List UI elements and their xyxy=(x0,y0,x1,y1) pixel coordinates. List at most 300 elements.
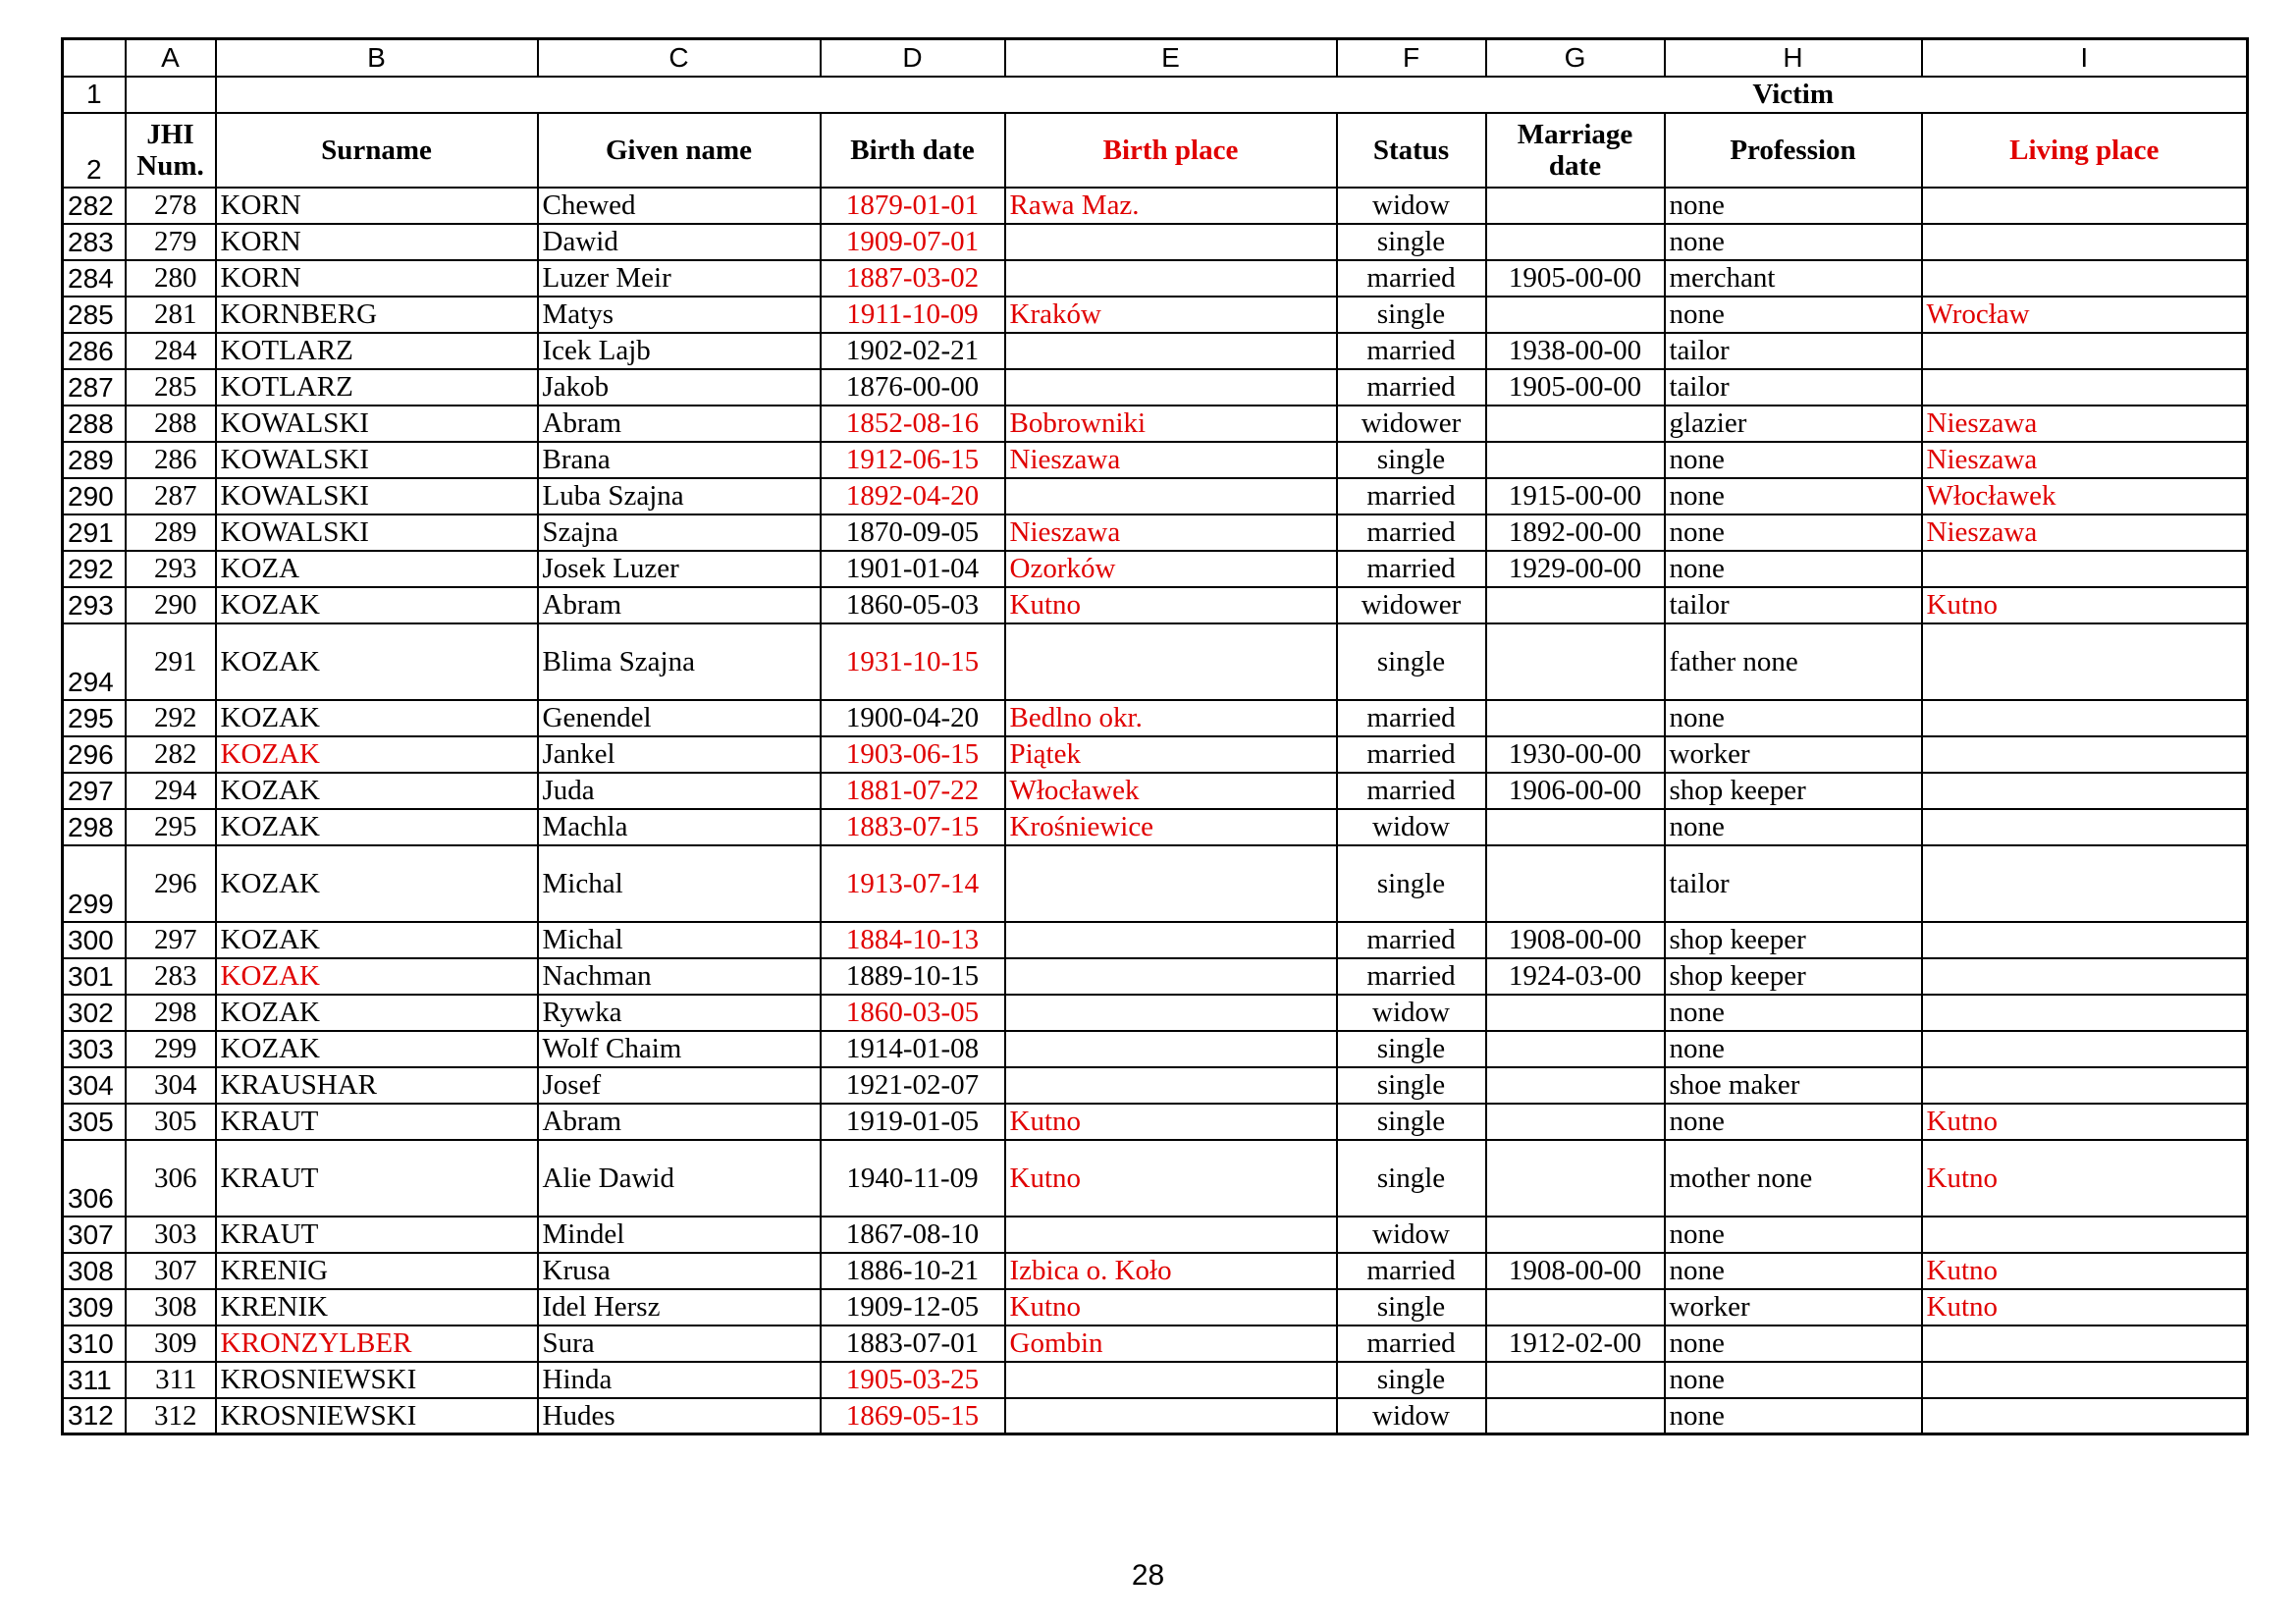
jhi-num-cell[interactable]: 298 xyxy=(126,995,216,1031)
marriage-date-cell[interactable]: 1938-00-00 xyxy=(1486,333,1665,369)
row-number[interactable]: 311 xyxy=(63,1362,126,1398)
living-place-cell[interactable] xyxy=(1922,700,2248,736)
jhi-num-cell[interactable]: 295 xyxy=(126,809,216,845)
birth-date-cell[interactable]: 1883-07-01 xyxy=(821,1325,1005,1362)
birth-place-cell[interactable]: Krośniewice xyxy=(1005,809,1337,845)
birth-date-cell[interactable]: 1860-03-05 xyxy=(821,995,1005,1031)
birth-date-cell[interactable]: 1876-00-00 xyxy=(821,369,1005,406)
marriage-date-cell[interactable]: 1905-00-00 xyxy=(1486,369,1665,406)
row-number[interactable]: 290 xyxy=(63,478,126,514)
profession-cell[interactable]: tailor xyxy=(1665,845,1922,922)
jhi-num-cell[interactable]: 282 xyxy=(126,736,216,773)
marriage-date-cell[interactable] xyxy=(1486,700,1665,736)
birth-date-cell[interactable]: 1911-10-09 xyxy=(821,297,1005,333)
status-cell[interactable]: single xyxy=(1337,1289,1486,1325)
profession-cell[interactable]: tailor xyxy=(1665,369,1922,406)
profession-cell[interactable]: none xyxy=(1665,1362,1922,1398)
jhi-num-cell[interactable]: 285 xyxy=(126,369,216,406)
given-name-cell[interactable]: Chewed xyxy=(538,188,821,224)
living-place-cell[interactable]: Kutno xyxy=(1922,1253,2248,1289)
birth-place-cell[interactable]: Piątek xyxy=(1005,736,1337,773)
living-place-cell[interactable]: Nieszawa xyxy=(1922,406,2248,442)
surname-cell[interactable]: KORN xyxy=(216,260,538,297)
profession-cell[interactable]: glazier xyxy=(1665,406,1922,442)
marriage-date-cell[interactable] xyxy=(1486,1362,1665,1398)
row-number[interactable]: 283 xyxy=(63,224,126,260)
row-number[interactable]: 291 xyxy=(63,514,126,551)
surname-cell[interactable]: KOZAK xyxy=(216,587,538,623)
jhi-num-cell[interactable]: 279 xyxy=(126,224,216,260)
living-place-cell[interactable] xyxy=(1922,224,2248,260)
surname-cell[interactable]: KOZAK xyxy=(216,623,538,700)
living-place-cell[interactable] xyxy=(1922,1031,2248,1067)
living-place-cell[interactable]: Kutno xyxy=(1922,1289,2248,1325)
living-place-cell[interactable] xyxy=(1922,773,2248,809)
birth-date-cell[interactable]: 1900-04-20 xyxy=(821,700,1005,736)
birth-place-cell[interactable]: Kutno xyxy=(1005,1140,1337,1217)
marriage-date-cell[interactable] xyxy=(1486,224,1665,260)
profession-cell[interactable]: none xyxy=(1665,478,1922,514)
row-number[interactable]: 312 xyxy=(63,1398,126,1434)
living-place-cell[interactable]: Nieszawa xyxy=(1922,442,2248,478)
birth-date-cell[interactable]: 1889-10-15 xyxy=(821,958,1005,995)
given-name-cell[interactable]: Machla xyxy=(538,809,821,845)
jhi-num-cell[interactable]: 280 xyxy=(126,260,216,297)
living-place-cell[interactable] xyxy=(1922,1362,2248,1398)
column-header-c[interactable]: C xyxy=(538,39,821,77)
marriage-date-cell[interactable] xyxy=(1486,188,1665,224)
living-place-cell[interactable] xyxy=(1922,1067,2248,1104)
status-cell[interactable]: single xyxy=(1337,1362,1486,1398)
living-place-cell[interactable] xyxy=(1922,809,2248,845)
marriage-date-cell[interactable] xyxy=(1486,623,1665,700)
row-number[interactable]: 284 xyxy=(63,260,126,297)
birth-place-cell[interactable]: Kutno xyxy=(1005,587,1337,623)
given-name-cell[interactable]: Szajna xyxy=(538,514,821,551)
row-number[interactable]: 299 xyxy=(63,845,126,922)
living-place-cell[interactable] xyxy=(1922,333,2248,369)
row-number[interactable]: 307 xyxy=(63,1217,126,1253)
jhi-num-cell[interactable]: 308 xyxy=(126,1289,216,1325)
given-name-cell[interactable]: Matys xyxy=(538,297,821,333)
birth-date-cell[interactable]: 1852-08-16 xyxy=(821,406,1005,442)
status-cell[interactable]: widow xyxy=(1337,1217,1486,1253)
jhi-num-cell[interactable]: 286 xyxy=(126,442,216,478)
row-number[interactable]: 308 xyxy=(63,1253,126,1289)
birth-date-cell[interactable]: 1867-08-10 xyxy=(821,1217,1005,1253)
column-header-b[interactable]: B xyxy=(216,39,538,77)
surname-cell[interactable]: KOWALSKI xyxy=(216,406,538,442)
surname-cell[interactable]: KOZAK xyxy=(216,700,538,736)
marriage-date-cell[interactable] xyxy=(1486,1031,1665,1067)
profession-cell[interactable]: father none xyxy=(1665,623,1922,700)
birth-date-cell[interactable]: 1913-07-14 xyxy=(821,845,1005,922)
living-place-cell[interactable]: Kutno xyxy=(1922,587,2248,623)
living-place-cell[interactable]: Nieszawa xyxy=(1922,514,2248,551)
status-cell[interactable]: single xyxy=(1337,1140,1486,1217)
row-number[interactable]: 298 xyxy=(63,809,126,845)
birth-date-cell[interactable]: 1914-01-08 xyxy=(821,1031,1005,1067)
given-name-cell[interactable]: Abram xyxy=(538,406,821,442)
birth-date-cell[interactable]: 1921-02-07 xyxy=(821,1067,1005,1104)
living-place-cell[interactable] xyxy=(1922,1398,2248,1434)
status-cell[interactable]: married xyxy=(1337,773,1486,809)
status-cell[interactable]: widow xyxy=(1337,995,1486,1031)
birth-date-cell[interactable]: 1879-01-01 xyxy=(821,188,1005,224)
status-cell[interactable]: married xyxy=(1337,369,1486,406)
empty-cell[interactable] xyxy=(126,77,216,113)
marriage-date-cell[interactable]: 1892-00-00 xyxy=(1486,514,1665,551)
jhi-num-cell[interactable]: 294 xyxy=(126,773,216,809)
jhi-num-cell[interactable]: 307 xyxy=(126,1253,216,1289)
marriage-date-cell[interactable]: 1924-03-00 xyxy=(1486,958,1665,995)
given-name-cell[interactable]: Luzer Meir xyxy=(538,260,821,297)
given-name-cell[interactable]: Brana xyxy=(538,442,821,478)
profession-cell[interactable]: none xyxy=(1665,1104,1922,1140)
column-header-f[interactable]: F xyxy=(1337,39,1486,77)
profession-cell[interactable]: none xyxy=(1665,1217,1922,1253)
birth-place-cell[interactable]: Kutno xyxy=(1005,1104,1337,1140)
row-number[interactable]: 310 xyxy=(63,1325,126,1362)
birth-place-cell[interactable] xyxy=(1005,1067,1337,1104)
marriage-date-cell[interactable] xyxy=(1486,1398,1665,1434)
status-cell[interactable]: widow xyxy=(1337,809,1486,845)
given-name-cell[interactable]: Abram xyxy=(538,587,821,623)
jhi-num-cell[interactable]: 289 xyxy=(126,514,216,551)
living-place-cell[interactable]: Kutno xyxy=(1922,1140,2248,1217)
given-name-cell[interactable]: Alie Dawid xyxy=(538,1140,821,1217)
surname-cell[interactable]: KRENIK xyxy=(216,1289,538,1325)
row-number[interactable]: 294 xyxy=(63,623,126,700)
birth-place-cell[interactable]: Kraków xyxy=(1005,297,1337,333)
column-header-i[interactable]: I xyxy=(1922,39,2248,77)
given-name-cell[interactable]: Krusa xyxy=(538,1253,821,1289)
jhi-num-cell[interactable]: 290 xyxy=(126,587,216,623)
marriage-date-cell[interactable] xyxy=(1486,809,1665,845)
given-name-cell[interactable]: Jankel xyxy=(538,736,821,773)
birth-place-cell[interactable] xyxy=(1005,1217,1337,1253)
birth-date-cell[interactable]: 1869-05-15 xyxy=(821,1398,1005,1434)
surname-cell[interactable]: KOZAK xyxy=(216,922,538,958)
row-number[interactable]: 288 xyxy=(63,406,126,442)
birth-place-cell[interactable] xyxy=(1005,1398,1337,1434)
given-name-cell[interactable]: Wolf Chaim xyxy=(538,1031,821,1067)
column-header-g[interactable]: G xyxy=(1486,39,1665,77)
row-number[interactable]: 2 xyxy=(63,113,126,188)
birth-place-header[interactable]: Birth place xyxy=(1005,113,1337,188)
surname-cell[interactable]: KRAUT xyxy=(216,1140,538,1217)
birth-place-cell[interactable]: Bobrowniki xyxy=(1005,406,1337,442)
row-number[interactable]: 297 xyxy=(63,773,126,809)
status-cell[interactable]: married xyxy=(1337,333,1486,369)
birth-date-cell[interactable]: 1919-01-05 xyxy=(821,1104,1005,1140)
birth-place-cell[interactable]: Bedlno okr. xyxy=(1005,700,1337,736)
profession-cell[interactable]: merchant xyxy=(1665,260,1922,297)
given-name-cell[interactable]: Idel Hersz xyxy=(538,1289,821,1325)
living-place-cell[interactable] xyxy=(1922,551,2248,587)
marriage-date-cell[interactable]: 1930-00-00 xyxy=(1486,736,1665,773)
row-number[interactable]: 287 xyxy=(63,369,126,406)
birth-place-cell[interactable]: Ozorków xyxy=(1005,551,1337,587)
profession-cell[interactable]: shop keeper xyxy=(1665,922,1922,958)
profession-cell[interactable]: none xyxy=(1665,1325,1922,1362)
surname-cell[interactable]: KOZAK xyxy=(216,809,538,845)
row-number[interactable]: 1 xyxy=(63,77,126,113)
marriage-date-cell[interactable] xyxy=(1486,845,1665,922)
given-name-cell[interactable]: Mindel xyxy=(538,1217,821,1253)
row-number[interactable]: 304 xyxy=(63,1067,126,1104)
birth-date-cell[interactable]: 1884-10-13 xyxy=(821,922,1005,958)
jhi-num-cell[interactable]: 284 xyxy=(126,333,216,369)
living-place-cell[interactable] xyxy=(1922,1217,2248,1253)
birth-place-cell[interactable]: Włocławek xyxy=(1005,773,1337,809)
birth-date-cell[interactable]: 1881-07-22 xyxy=(821,773,1005,809)
jhi-num-cell[interactable]: 278 xyxy=(126,188,216,224)
status-cell[interactable]: single xyxy=(1337,224,1486,260)
birth-date-cell[interactable]: 1860-05-03 xyxy=(821,587,1005,623)
birth-date-cell[interactable]: 1903-06-15 xyxy=(821,736,1005,773)
profession-cell[interactable]: none xyxy=(1665,1253,1922,1289)
status-cell[interactable]: widow xyxy=(1337,1398,1486,1434)
row-number[interactable]: 305 xyxy=(63,1104,126,1140)
jhi-num-cell[interactable]: 311 xyxy=(126,1362,216,1398)
profession-cell[interactable]: none xyxy=(1665,188,1922,224)
jhi-num-cell[interactable]: 291 xyxy=(126,623,216,700)
surname-cell[interactable]: KOZAK xyxy=(216,845,538,922)
living-place-cell[interactable] xyxy=(1922,1325,2248,1362)
surname-cell[interactable]: KOWALSKI xyxy=(216,514,538,551)
surname-cell[interactable]: KOZAK xyxy=(216,958,538,995)
row-number[interactable]: 303 xyxy=(63,1031,126,1067)
birth-place-cell[interactable] xyxy=(1005,224,1337,260)
birth-date-cell[interactable]: 1931-10-15 xyxy=(821,623,1005,700)
marriage-date-cell[interactable] xyxy=(1486,1067,1665,1104)
birth-date-cell[interactable]: 1886-10-21 xyxy=(821,1253,1005,1289)
living-place-cell[interactable] xyxy=(1922,623,2248,700)
corner-cell[interactable] xyxy=(63,39,126,77)
status-cell[interactable]: single xyxy=(1337,297,1486,333)
row-number[interactable]: 289 xyxy=(63,442,126,478)
profession-header[interactable]: Profession xyxy=(1665,113,1922,188)
birth-place-cell[interactable] xyxy=(1005,478,1337,514)
living-place-cell[interactable] xyxy=(1922,958,2248,995)
profession-cell[interactable]: none xyxy=(1665,995,1922,1031)
profession-cell[interactable]: none xyxy=(1665,700,1922,736)
column-header-e[interactable]: E xyxy=(1005,39,1337,77)
row-number[interactable]: 285 xyxy=(63,297,126,333)
profession-cell[interactable]: shop keeper xyxy=(1665,958,1922,995)
given-name-cell[interactable]: Icek Lajb xyxy=(538,333,821,369)
surname-cell[interactable]: KOZAK xyxy=(216,995,538,1031)
surname-cell[interactable]: KOZAK xyxy=(216,1031,538,1067)
given-name-cell[interactable]: Josek Luzer xyxy=(538,551,821,587)
birth-date-cell[interactable]: 1909-07-01 xyxy=(821,224,1005,260)
marriage-date-cell[interactable] xyxy=(1486,297,1665,333)
column-header-a[interactable]: A xyxy=(126,39,216,77)
living-place-cell[interactable]: Wrocław xyxy=(1922,297,2248,333)
marriage-date-cell[interactable]: 1908-00-00 xyxy=(1486,1253,1665,1289)
row-number[interactable]: 293 xyxy=(63,587,126,623)
jhi-num-cell[interactable]: 293 xyxy=(126,551,216,587)
surname-cell[interactable]: KRAUT xyxy=(216,1104,538,1140)
surname-cell[interactable]: KOWALSKI xyxy=(216,478,538,514)
given-name-cell[interactable]: Genendel xyxy=(538,700,821,736)
living-place-cell[interactable] xyxy=(1922,369,2248,406)
jhi-num-cell[interactable]: 309 xyxy=(126,1325,216,1362)
jhi-num-cell[interactable]: 297 xyxy=(126,922,216,958)
given-name-cell[interactable]: Juda xyxy=(538,773,821,809)
marriage-date-header[interactable] xyxy=(1486,113,1665,188)
status-cell[interactable]: married xyxy=(1337,260,1486,297)
birth-place-cell[interactable] xyxy=(1005,845,1337,922)
surname-cell[interactable]: KOZAK xyxy=(216,736,538,773)
status-cell[interactable]: widow xyxy=(1337,188,1486,224)
row-number[interactable]: 300 xyxy=(63,922,126,958)
profession-cell[interactable]: none xyxy=(1665,224,1922,260)
marriage-date-cell[interactable]: 1929-00-00 xyxy=(1486,551,1665,587)
row-number[interactable]: 306 xyxy=(63,1140,126,1217)
status-cell[interactable]: married xyxy=(1337,551,1486,587)
marriage-date-cell[interactable]: 1915-00-00 xyxy=(1486,478,1665,514)
surname-cell[interactable]: KOZAK xyxy=(216,773,538,809)
marriage-date-cell[interactable]: 1908-00-00 xyxy=(1486,922,1665,958)
status-cell[interactable]: married xyxy=(1337,478,1486,514)
birth-date-cell[interactable]: 1887-03-02 xyxy=(821,260,1005,297)
given-name-cell[interactable]: Michal xyxy=(538,922,821,958)
birth-date-cell[interactable]: 1901-01-04 xyxy=(821,551,1005,587)
jhi-num-cell[interactable]: 292 xyxy=(126,700,216,736)
birth-place-cell[interactable] xyxy=(1005,1362,1337,1398)
given-name-cell[interactable]: Michal xyxy=(538,845,821,922)
surname-cell[interactable]: KOTLARZ xyxy=(216,333,538,369)
surname-cell[interactable]: KRONZYLBER xyxy=(216,1325,538,1362)
birth-date-header[interactable]: Birth date xyxy=(821,113,1005,188)
surname-cell[interactable]: KRAUSHAR xyxy=(216,1067,538,1104)
living-place-cell[interactable]: Kutno xyxy=(1922,1104,2248,1140)
marriage-date-cell[interactable] xyxy=(1486,995,1665,1031)
row-number[interactable]: 309 xyxy=(63,1289,126,1325)
birth-date-cell[interactable]: 1883-07-15 xyxy=(821,809,1005,845)
status-cell[interactable]: single xyxy=(1337,845,1486,922)
jhi-num-cell[interactable]: 287 xyxy=(126,478,216,514)
given-name-cell[interactable]: Josef xyxy=(538,1067,821,1104)
jhi-num-cell[interactable]: 305 xyxy=(126,1104,216,1140)
birth-place-cell[interactable]: Nieszawa xyxy=(1005,514,1337,551)
profession-cell[interactable]: none xyxy=(1665,297,1922,333)
status-header[interactable]: Status xyxy=(1337,113,1486,188)
jhi-num-header[interactable] xyxy=(126,113,216,188)
marriage-date-cell[interactable] xyxy=(1486,1217,1665,1253)
given-name-cell[interactable]: Hinda xyxy=(538,1362,821,1398)
profession-cell[interactable]: shoe maker xyxy=(1665,1067,1922,1104)
jhi-num-cell[interactable]: 312 xyxy=(126,1398,216,1434)
birth-place-cell[interactable] xyxy=(1005,623,1337,700)
birth-place-cell[interactable] xyxy=(1005,333,1337,369)
birth-place-cell[interactable]: Rawa Maz. xyxy=(1005,188,1337,224)
marriage-date-cell[interactable] xyxy=(1486,442,1665,478)
row-number[interactable]: 295 xyxy=(63,700,126,736)
profession-cell[interactable]: mother none xyxy=(1665,1140,1922,1217)
given-name-cell[interactable]: Hudes xyxy=(538,1398,821,1434)
living-place-cell[interactable] xyxy=(1922,188,2248,224)
profession-cell[interactable]: shop keeper xyxy=(1665,773,1922,809)
birth-place-cell[interactable] xyxy=(1005,958,1337,995)
surname-cell[interactable]: KRAUT xyxy=(216,1217,538,1253)
given-name-cell[interactable]: Sura xyxy=(538,1325,821,1362)
status-cell[interactable]: widower xyxy=(1337,406,1486,442)
given-name-cell[interactable]: Dawid xyxy=(538,224,821,260)
row-number[interactable]: 286 xyxy=(63,333,126,369)
row-number[interactable]: 282 xyxy=(63,188,126,224)
profession-cell[interactable]: none xyxy=(1665,514,1922,551)
profession-cell[interactable]: worker xyxy=(1665,736,1922,773)
profession-cell[interactable]: none xyxy=(1665,551,1922,587)
status-cell[interactable]: married xyxy=(1337,1253,1486,1289)
living-place-cell[interactable] xyxy=(1922,922,2248,958)
surname-cell[interactable]: KROSNIEWSKI xyxy=(216,1398,538,1434)
status-cell[interactable]: married xyxy=(1337,736,1486,773)
surname-header[interactable]: Surname xyxy=(216,113,538,188)
given-name-cell[interactable]: Rywka xyxy=(538,995,821,1031)
living-place-cell[interactable] xyxy=(1922,736,2248,773)
row-number[interactable]: 302 xyxy=(63,995,126,1031)
status-cell[interactable]: married xyxy=(1337,922,1486,958)
living-place-cell[interactable] xyxy=(1922,845,2248,922)
given-name-header[interactable]: Given name xyxy=(538,113,821,188)
jhi-num-cell[interactable]: 288 xyxy=(126,406,216,442)
row-number[interactable]: 301 xyxy=(63,958,126,995)
jhi-num-cell[interactable]: 283 xyxy=(126,958,216,995)
living-place-header[interactable]: Living place xyxy=(1922,113,2248,188)
column-header-d[interactable]: D xyxy=(821,39,1005,77)
birth-place-cell[interactable]: Izbica o. Koło xyxy=(1005,1253,1337,1289)
given-name-cell[interactable]: Luba Szajna xyxy=(538,478,821,514)
birth-date-cell[interactable]: 1892-04-20 xyxy=(821,478,1005,514)
birth-date-cell[interactable]: 1902-02-21 xyxy=(821,333,1005,369)
status-cell[interactable]: single xyxy=(1337,1104,1486,1140)
given-name-cell[interactable]: Abram xyxy=(538,1104,821,1140)
marriage-date-cell[interactable]: 1912-02-00 xyxy=(1486,1325,1665,1362)
given-name-cell[interactable]: Blima Szajna xyxy=(538,623,821,700)
profession-cell[interactable]: none xyxy=(1665,1031,1922,1067)
surname-cell[interactable]: KOZA xyxy=(216,551,538,587)
jhi-num-cell[interactable]: 281 xyxy=(126,297,216,333)
row-number[interactable]: 292 xyxy=(63,551,126,587)
birth-date-cell[interactable]: 1905-03-25 xyxy=(821,1362,1005,1398)
birth-date-cell[interactable]: 1870-09-05 xyxy=(821,514,1005,551)
surname-cell[interactable]: KORN xyxy=(216,224,538,260)
status-cell[interactable]: single xyxy=(1337,1031,1486,1067)
victim-group-header[interactable]: Victim xyxy=(216,77,2248,113)
profession-cell[interactable]: tailor xyxy=(1665,587,1922,623)
status-cell[interactable]: married xyxy=(1337,700,1486,736)
jhi-num-cell[interactable]: 303 xyxy=(126,1217,216,1253)
birth-place-cell[interactable]: Kutno xyxy=(1005,1289,1337,1325)
birth-place-cell[interactable]: Nieszawa xyxy=(1005,442,1337,478)
living-place-cell[interactable]: Włocławek xyxy=(1922,478,2248,514)
status-cell[interactable]: single xyxy=(1337,442,1486,478)
jhi-num-cell[interactable]: 304 xyxy=(126,1067,216,1104)
marriage-date-cell[interactable] xyxy=(1486,1289,1665,1325)
birth-date-cell[interactable]: 1940-11-09 xyxy=(821,1140,1005,1217)
surname-cell[interactable]: KROSNIEWSKI xyxy=(216,1362,538,1398)
status-cell[interactable]: single xyxy=(1337,1067,1486,1104)
status-cell[interactable]: married xyxy=(1337,958,1486,995)
birth-place-cell[interactable] xyxy=(1005,922,1337,958)
birth-date-cell[interactable]: 1912-06-15 xyxy=(821,442,1005,478)
marriage-date-cell[interactable] xyxy=(1486,1104,1665,1140)
surname-cell[interactable]: KORNBERG xyxy=(216,297,538,333)
